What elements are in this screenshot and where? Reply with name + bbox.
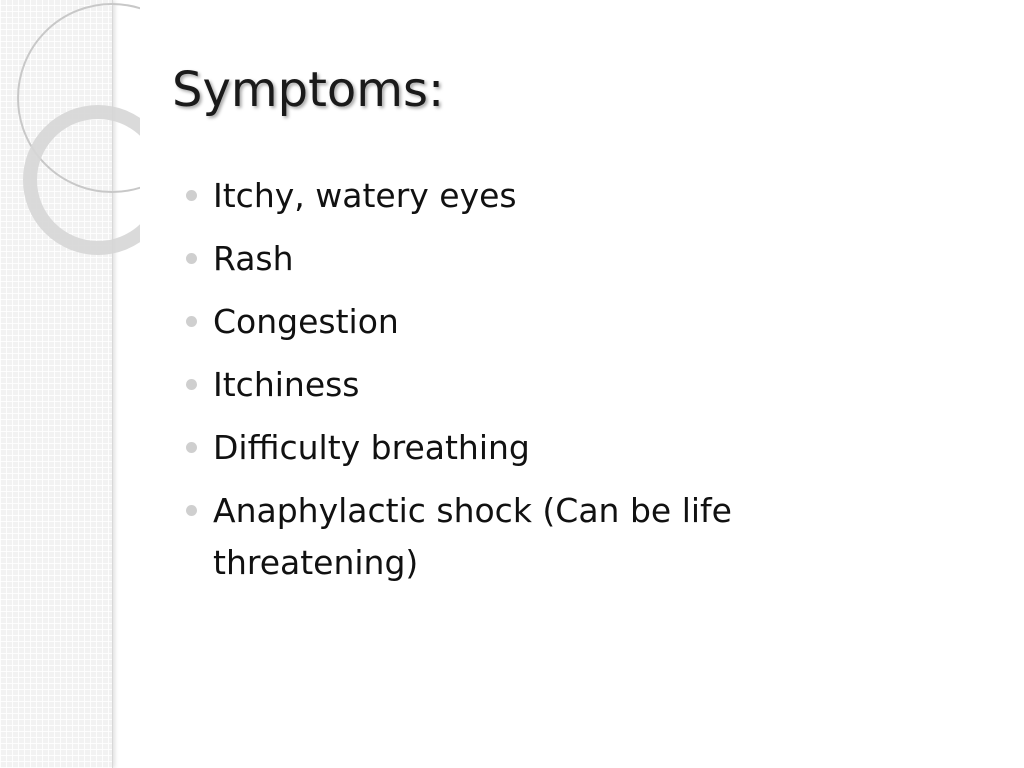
bullet-icon (186, 253, 197, 264)
list-item (186, 359, 806, 411)
list-item (186, 422, 806, 474)
list-item-text: Congestion (213, 302, 399, 341)
list-item (186, 233, 806, 285)
bullet-icon (186, 316, 197, 327)
list-item-text: Anaphylactic shock (Can be life threatening) (213, 491, 732, 582)
list-item (186, 485, 806, 589)
bullet-icon (186, 379, 197, 390)
bullet-icon (186, 190, 197, 201)
symptom-list (186, 170, 806, 600)
slide-title: Symptoms: (172, 62, 445, 118)
list-item-text: Itchy, watery eyes (213, 176, 517, 215)
list-item-text: Itchiness (213, 365, 360, 404)
decorative-rings (0, 0, 140, 260)
list-item-text: Difficulty breathing (213, 428, 530, 467)
lower-ring (30, 112, 140, 248)
list-item (186, 170, 806, 222)
bullet-icon (186, 442, 197, 453)
bullet-icon (186, 505, 197, 516)
list-item (186, 296, 806, 348)
list-item-text: Rash (213, 239, 294, 278)
